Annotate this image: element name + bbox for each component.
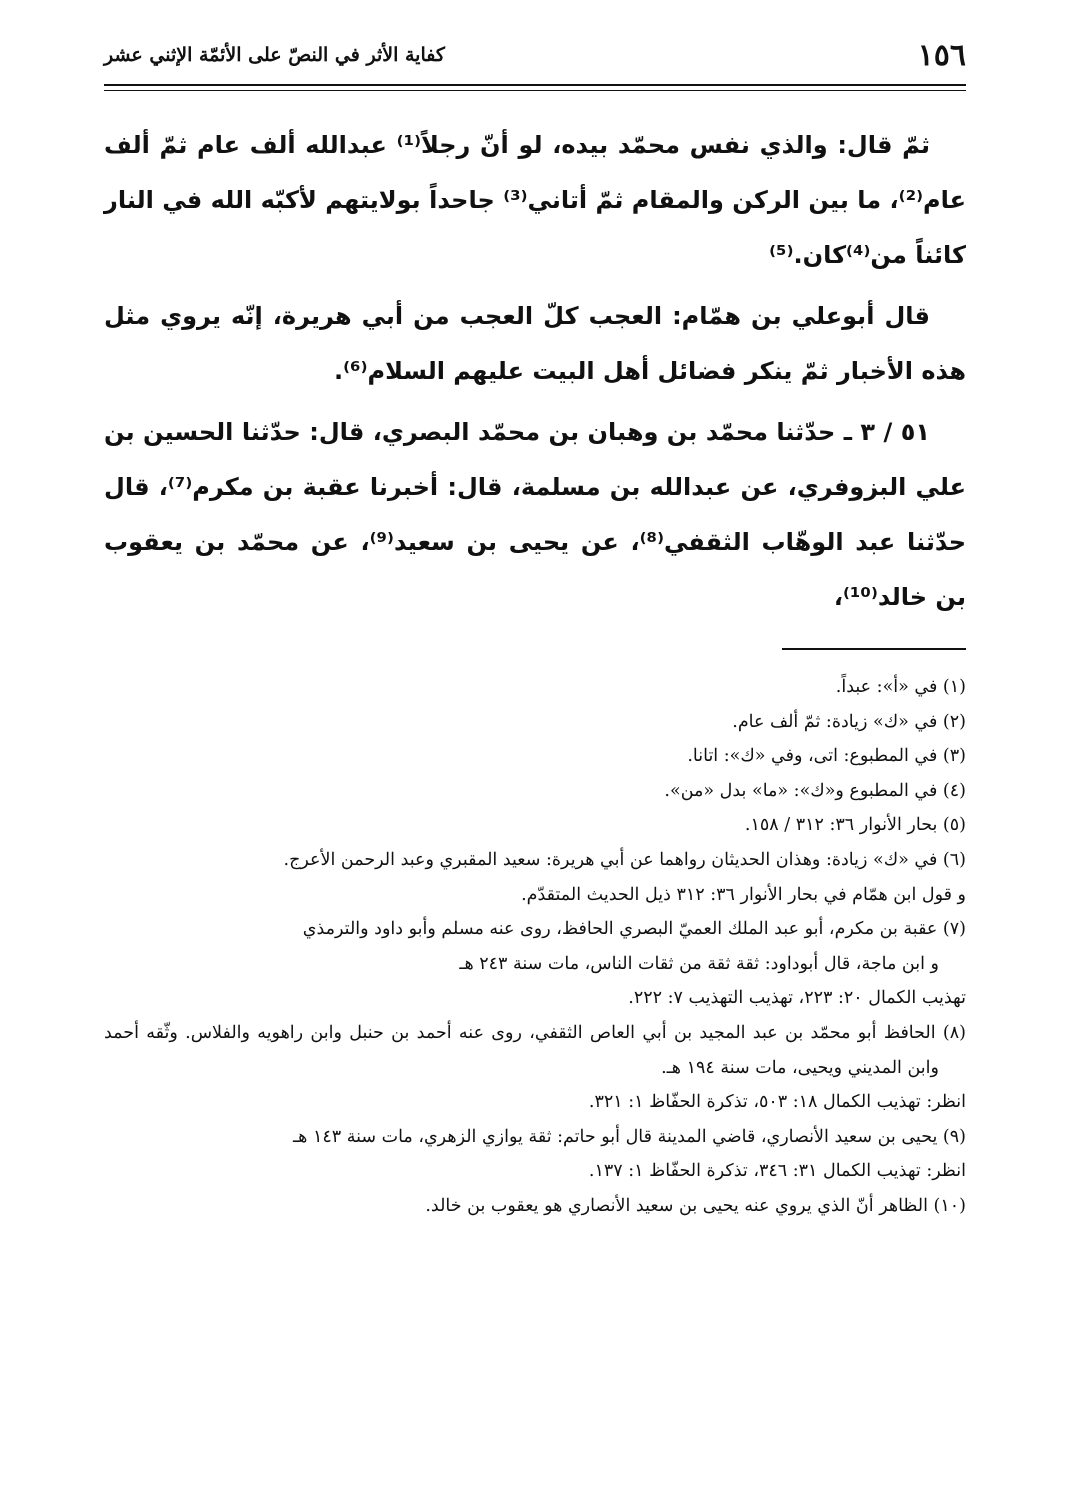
footnote: (١) في «أ»: عبداً.	[835, 677, 966, 697]
footnote: (٣) في المطبوع: اتى، وفي «ك»: اتانا.	[687, 746, 966, 767]
footnote: (٤) في المطبوع و«ك»: «ما» بدل «من».	[664, 780, 966, 801]
main-text	[104, 118, 966, 631]
footnote: و ابن ماجة، قال أبوداود: ثقة ثقة من ثقات الناس، مات سنة ٢٤٣ هـ	[459, 953, 939, 974]
header-rule-thick	[104, 84, 966, 86]
footnote: انظر: تهذيب الكمال ١٨: ٥٠٣، تذكرة الحفّاظ ١: ٣٢١.	[588, 1092, 966, 1113]
footnote: (١٠) الظاهر أنّ الذي يروي عنه يحيى بن سعيد الأنصاري هو يعقوب بن خالد.	[425, 1195, 966, 1216]
page-number: ١٥٦	[917, 37, 966, 73]
page-header	[104, 30, 966, 80]
footnote-divider	[782, 648, 966, 650]
footnote: (٨) الحافظ أبو محمّد بن عبد المجيد بن أبي العاص الثقفي، روى عنه أحمد بن حنبل وابن راهويه والفلاس. وثّقه أحمد وابن المديني ويحيى، مات سنة ١٩٤ هـ.	[104, 1022, 966, 1078]
paragraph: ثمّ قال: والذي نفس محمّد بيده، لو أنّ رجلاً⁽¹⁾ عبدالله ألف عام ثمّ ألف عام⁽²⁾، ما بين الركن والمقام ثمّ أتاني⁽³⁾ جاحداً بولايتهم لأكبّه الله في النار كائناً من⁽⁴⁾كان.⁽⁵⁾	[104, 131, 966, 269]
header-rule-thin	[104, 90, 966, 91]
footnote: (٩) يحيى بن سعيد الأنصاري، قاضي المدينة قال أبو حاتم: ثقة يوازي الزهري، مات سنة ١٤٣ هـ	[293, 1126, 966, 1147]
paragraph: ٥١ / ٣ ـ حدّثنا محمّد بن وهبان بن محمّد البصري، قال: حدّثنا الحسين بن علي البزوفري، عن عبدالله بن مسلمة، قال: أخبرنا عقبة بن مكرم⁽⁷⁾، قال حدّثنا عبد الوهّاب الثقفي⁽⁸⁾، عن يحيى بن سعيد⁽⁹⁾، عن محمّد بن يعقوب بن خالد⁽¹⁰⁾،	[104, 418, 967, 611]
paragraph: قال أبوعلي بن همّام: العجب كلّ العجب من أبي هريرة، إنّه يروي مثل هذه الأخبار ثمّ ينكر فضائل أهل البيت عليهم السلام⁽⁶⁾.	[104, 302, 966, 385]
footnote: (٧) عقبة بن مكرم، أبو عبد الملك العميّ البصري الحافظ، روى عنه مسلم وأبو داود والترمذي	[302, 919, 966, 940]
footnote: (٦) في «ك» زيادة: وهذان الحديثان رواهما عن أبي هريرة: سعيد المقبري وعبد الرحمن الأعرج.	[283, 849, 966, 870]
footnote: تهذيب الكمال ٢٠: ٢٢٣، تهذيب التهذيب ٧: ٢٢٢.	[628, 988, 966, 1009]
footnote: (٥) بحار الأنوار ٣٦: ٣١٢ / ١٥٨.	[744, 815, 966, 836]
footnote: و قول ابن همّام في بحار الأنوار ٣٦: ٣١٢ ذيل الحديث المتقدّم.	[521, 884, 966, 905]
footnotes	[104, 670, 966, 1224]
footnote: (٢) في «ك» زيادة: ثمّ ألف عام.	[732, 711, 966, 732]
footnote: انظر: تهذيب الكمال ٣١: ٣٤٦، تذكرة الحفّاظ ١: ١٣٧.	[588, 1161, 966, 1182]
running-title: كفاية الأثر في النصّ على الأئمّة الإثني عشر	[104, 44, 445, 66]
